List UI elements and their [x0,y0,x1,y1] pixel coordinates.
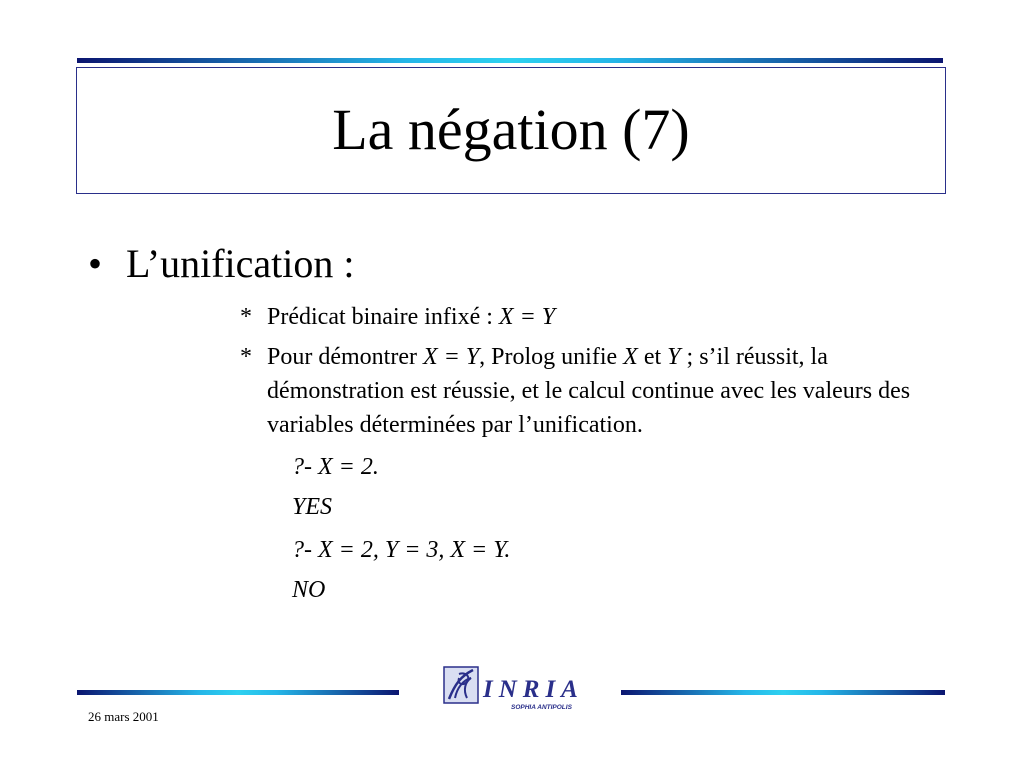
asterisk-bullet-icon: * [240,344,252,370]
sub-bullet-2-part1: Pour démontrer [267,344,423,370]
sub-bullet-1 [240,300,950,334]
sub-bullet-2-expression: X = Y [422,344,480,370]
code-line: NO [292,577,326,603]
sub-bullet-2-var-x: X [623,344,638,370]
sub-bullet-2-part3: et [637,344,668,370]
logo-wordmark: INRIA [483,676,584,703]
top-decorative-line [77,58,943,63]
asterisk-bullet-icon: * [240,304,252,330]
bullet-icon: • [88,241,103,286]
main-bullet-text: L’unification : [126,241,355,286]
bottom-left-decorative-line [77,690,399,695]
footer-date: 26 mars 2001 [88,709,159,724]
sub-bullet-1-expression: X = Y [498,304,556,330]
bottom-right-decorative-line [621,690,945,695]
code-line: ?- X = 2, Y = 3, X = Y. [292,537,511,563]
main-bullet [88,241,355,286]
title-box [76,67,946,194]
slide-title: La négation (7) [332,96,690,162]
sub-bullet-2-var-y: Y [667,344,681,370]
sub-bullet-2 [240,340,950,442]
code-line: ?- X = 2. [292,454,379,480]
logo-subtitle: SOPHIA ANTIPOLIS [511,704,572,711]
code-line: YES [292,494,333,520]
sub-bullet-2-part4: ; s’il réussit, la démonstration est réussie, et le calcul continue avec les valeurs des variables déterminées par l’unification. [267,344,911,438]
sub-bullet-1-text [267,300,950,334]
inria-logo-icon [441,664,601,714]
sub-bullet-1-prefix: Prédicat binaire infixé : [267,304,499,330]
sub-bullet-2-part2: , Prolog unifie [479,344,624,370]
sub-bullet-2-text [267,340,950,442]
